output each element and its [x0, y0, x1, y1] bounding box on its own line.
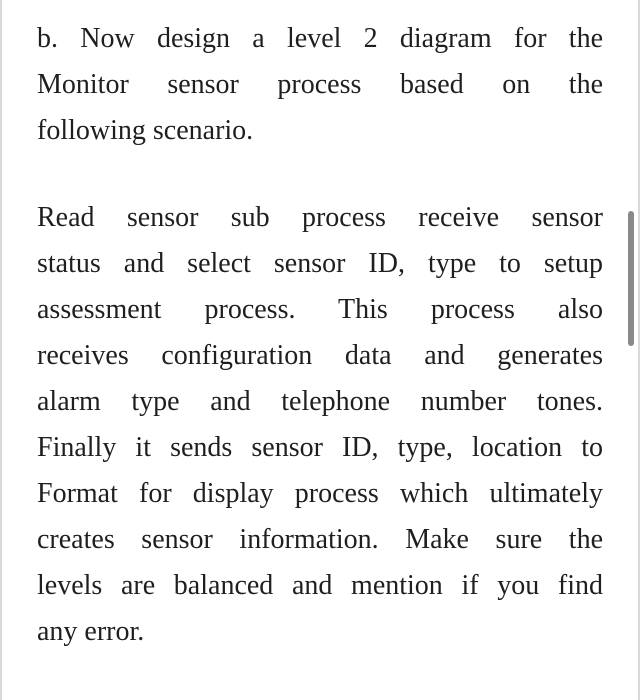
paragraph-scenario [37, 195, 603, 655]
question-text [37, 16, 603, 655]
text-line: b. Now design a level 2 diagram for the [37, 23, 603, 54]
text-line: status and select sensor ID, type to setup [37, 248, 603, 279]
text-line: assessment process. This process also [37, 294, 603, 325]
text-line: any error. [37, 616, 145, 647]
left-border [0, 0, 2, 700]
text-line: alarm type and telephone number tones. [37, 386, 603, 417]
text-line: Finally it sends sensor ID, type, location to [37, 432, 603, 463]
text-line: following scenario. [37, 115, 254, 146]
text-line: Format for display process which ultimately [37, 478, 603, 509]
paragraph-gap [37, 154, 603, 195]
text-line: receives configuration data and generates [37, 340, 603, 371]
text-line: creates sensor information. Make sure the [37, 524, 603, 555]
paragraph-part-b [37, 16, 603, 154]
scrollbar-thumb[interactable] [628, 211, 634, 346]
text-line: Monitor sensor process based on the [37, 69, 603, 100]
text-line: levels are balanced and mention if you find [37, 570, 603, 601]
text-line: Read sensor sub process receive sensor [37, 202, 603, 233]
